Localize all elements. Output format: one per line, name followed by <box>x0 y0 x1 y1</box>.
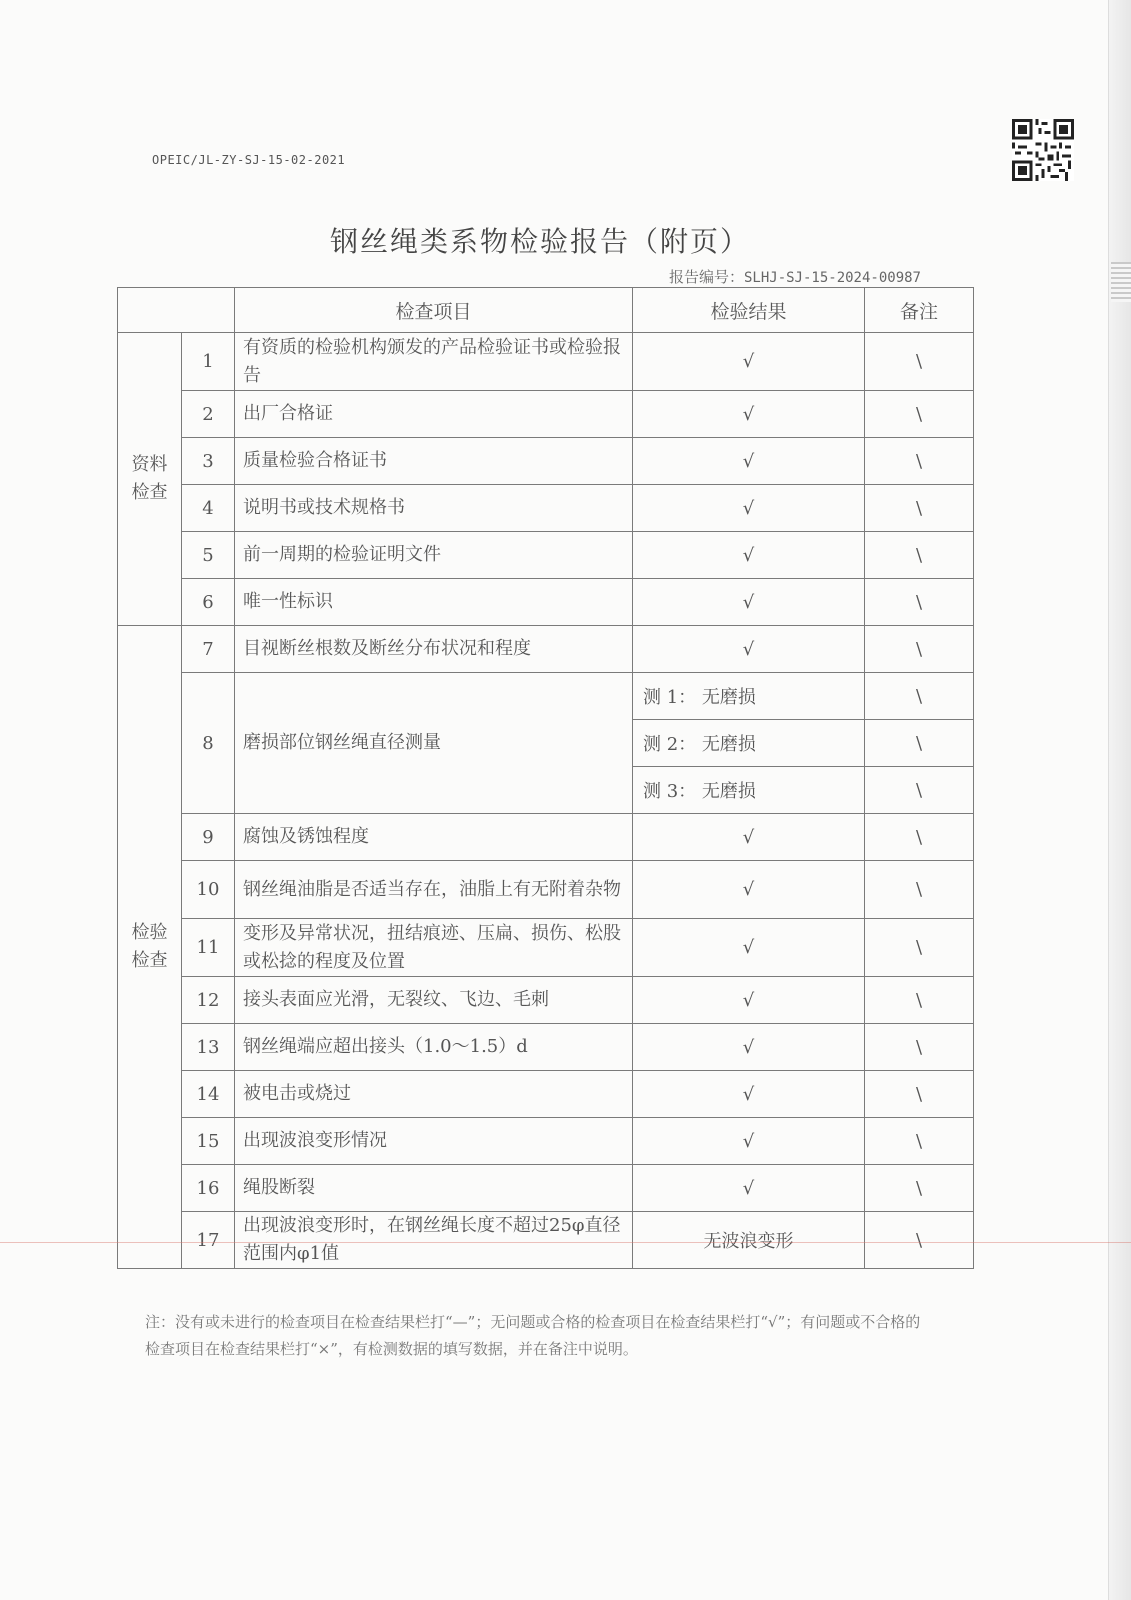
form-code: OPEIC/JL-ZY-SJ-15-02-2021 <box>152 153 346 167</box>
row-number: 3 <box>182 438 235 485</box>
remark-cell: \ <box>865 1212 974 1269</box>
item-text: 唯一性标识 <box>235 579 633 626</box>
row-number: 8 <box>182 673 235 814</box>
table-row <box>118 1165 974 1212</box>
remark-cell: \ <box>865 391 974 438</box>
scan-edge-mark <box>1111 262 1131 302</box>
item-text: 出现波浪变形时，在钢丝绳长度不超过25φ直径范围内φ1值 <box>235 1212 633 1269</box>
remark-cell: \ <box>865 1024 974 1071</box>
table-row <box>118 1212 974 1269</box>
report-number-value: SLHJ-SJ-15-2024-00987 <box>743 270 921 286</box>
table-row <box>118 1024 974 1071</box>
table-row <box>118 438 974 485</box>
row-number: 15 <box>182 1118 235 1165</box>
remark-cell: \ <box>865 767 974 814</box>
remark-cell: \ <box>865 438 974 485</box>
result-cell: √ <box>633 579 865 626</box>
remark-cell: \ <box>865 1118 974 1165</box>
header-item: 检查项目 <box>235 288 633 333</box>
group-inspection-check: 检验 检查 <box>118 626 182 1269</box>
row-number: 16 <box>182 1165 235 1212</box>
report-number-label: 报告编号： <box>668 268 744 286</box>
header-blank <box>118 288 235 333</box>
remark-cell: \ <box>865 673 974 720</box>
stamp-line <box>0 1242 1131 1243</box>
table-row <box>118 391 974 438</box>
footnote: 注：没有或未进行的检查项目在检查结果栏打“—”；无问题或合格的检查项目在检查结果栏打“√”；有问题或不合格的检查项目在检查结果栏打“×”，有检测数据的填写数据，并在备注中说明。 <box>145 1313 921 1358</box>
remark-cell: \ <box>865 532 974 579</box>
scan-edge-strip <box>1108 0 1131 1600</box>
item-text: 出厂合格证 <box>235 391 633 438</box>
row-number: 5 <box>182 532 235 579</box>
result-cell: √ <box>633 438 865 485</box>
item-text: 被电击或烧过 <box>235 1071 633 1118</box>
row-number: 6 <box>182 579 235 626</box>
table-row <box>118 626 974 673</box>
remark-cell: \ <box>865 814 974 861</box>
row-number: 1 <box>182 333 235 391</box>
row-number: 4 <box>182 485 235 532</box>
table-row <box>118 1071 974 1118</box>
table-row <box>118 532 974 579</box>
item-text: 绳股断裂 <box>235 1165 633 1212</box>
remark-cell: \ <box>865 1071 974 1118</box>
row-number: 14 <box>182 1071 235 1118</box>
item-text: 有资质的检验机构颁发的产品检验证书或检验报告 <box>235 333 633 391</box>
row-number: 2 <box>182 391 235 438</box>
group-docs-check: 资料 检查 <box>118 333 182 626</box>
remark-cell: \ <box>865 977 974 1024</box>
remark-cell: \ <box>865 626 974 673</box>
item-text: 接头表面应光滑，无裂纹、飞边、毛刺 <box>235 977 633 1024</box>
result-cell: √ <box>633 391 865 438</box>
item-text: 质量检验合格证书 <box>235 438 633 485</box>
table-row <box>118 579 974 626</box>
table-row <box>118 485 974 532</box>
table-row <box>118 673 974 720</box>
item-text: 出现波浪变形情况 <box>235 1118 633 1165</box>
row-number: 17 <box>182 1212 235 1269</box>
table-row <box>118 333 974 391</box>
item-text: 说明书或技术规格书 <box>235 485 633 532</box>
header-remark: 备注 <box>865 288 974 333</box>
result-cell: √ <box>633 861 865 919</box>
header-result: 检验结果 <box>633 288 865 333</box>
report-number <box>669 266 921 287</box>
result-cell: √ <box>633 626 865 673</box>
row-number: 9 <box>182 814 235 861</box>
result-cell: √ <box>633 1024 865 1071</box>
row-number: 10 <box>182 861 235 919</box>
row-number: 7 <box>182 626 235 673</box>
table-row <box>118 919 974 977</box>
result-cell: √ <box>633 1118 865 1165</box>
table-row <box>118 1118 974 1165</box>
remark-cell: \ <box>865 579 974 626</box>
remark-cell: \ <box>865 861 974 919</box>
remark-cell: \ <box>865 485 974 532</box>
item-text: 变形及异常状况，扭结痕迹、压扁、损伤、松股或松捻的程度及位置 <box>235 919 633 977</box>
result-cell: √ <box>633 919 865 977</box>
item-text: 目视断丝根数及断丝分布状况和程度 <box>235 626 633 673</box>
result-cell: √ <box>633 532 865 579</box>
row-number: 11 <box>182 919 235 977</box>
item-text: 磨损部位钢丝绳直径测量 <box>235 673 633 814</box>
result-cell: √ <box>633 814 865 861</box>
remark-cell: \ <box>865 720 974 767</box>
table-row <box>118 977 974 1024</box>
remark-cell: \ <box>865 919 974 977</box>
result-cell: √ <box>633 1071 865 1118</box>
measurement-result: 测 3： 无磨损 <box>633 767 865 814</box>
table-header-row <box>118 288 974 333</box>
measurement-result: 测 2： 无磨损 <box>633 720 865 767</box>
inspection-table <box>117 287 974 1269</box>
remark-cell: \ <box>865 1165 974 1212</box>
measurement-result: 测 1： 无磨损 <box>633 673 865 720</box>
row-number: 13 <box>182 1024 235 1071</box>
row-number: 12 <box>182 977 235 1024</box>
item-text: 腐蚀及锈蚀程度 <box>235 814 633 861</box>
item-text: 前一周期的检验证明文件 <box>235 532 633 579</box>
result-cell: √ <box>633 1165 865 1212</box>
result-cell: 无波浪变形 <box>633 1212 865 1269</box>
item-text: 钢丝绳端应超出接头（1.0～1.5）d <box>235 1024 633 1071</box>
result-cell: √ <box>633 485 865 532</box>
result-cell: √ <box>633 333 865 391</box>
result-cell: √ <box>633 977 865 1024</box>
table-row <box>118 814 974 861</box>
remark-cell: \ <box>865 333 974 391</box>
table-row <box>118 861 974 919</box>
report-title: 钢丝绳类系物检验报告（附页） <box>329 225 750 258</box>
qr-code-icon <box>1012 119 1074 181</box>
item-text: 钢丝绳油脂是否适当存在，油脂上有无附着杂物 <box>235 861 633 919</box>
